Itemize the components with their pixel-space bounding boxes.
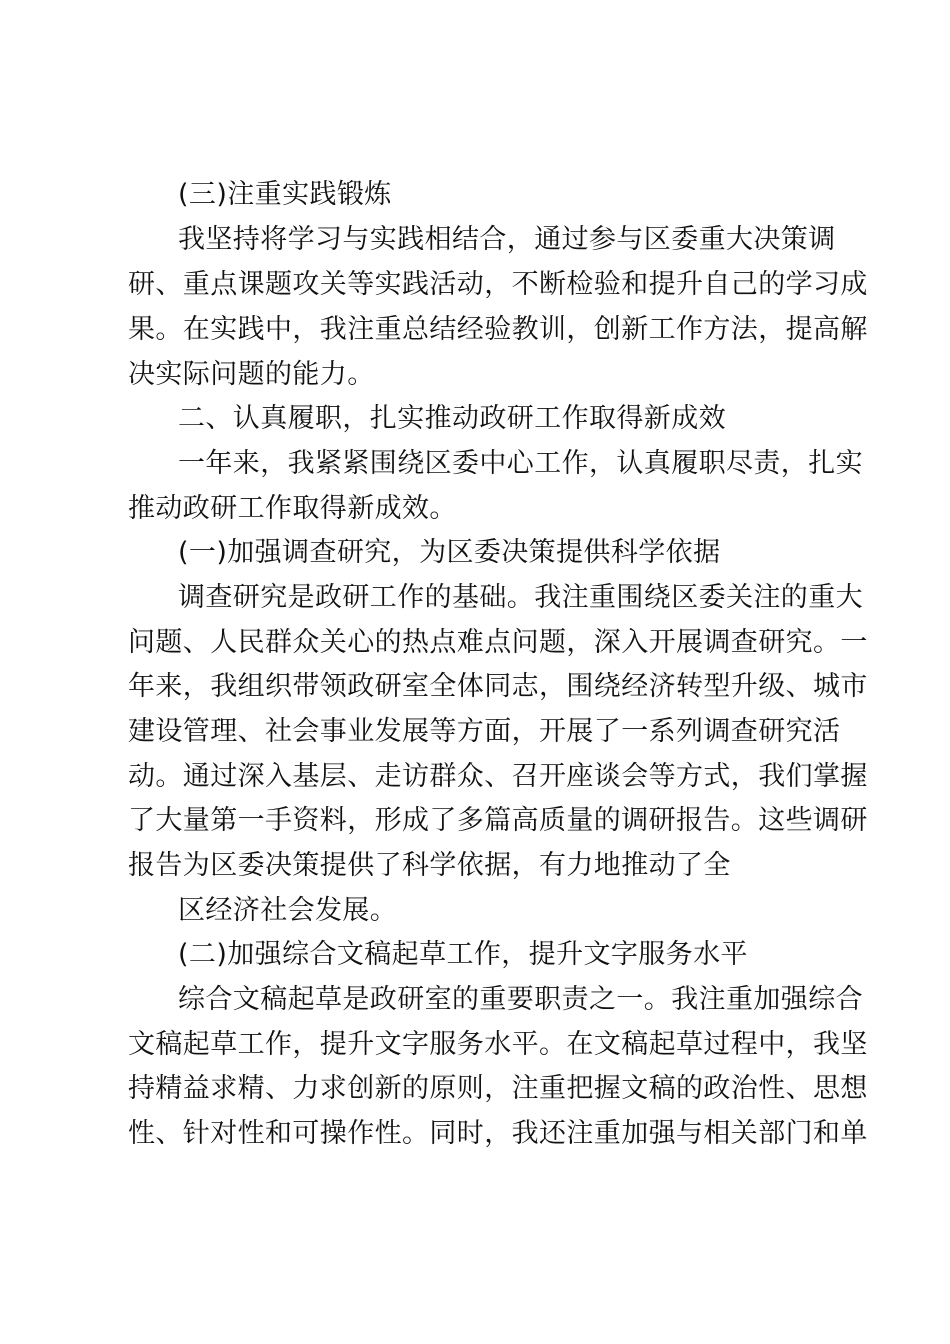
paragraph-line: 综合文稿起草是政研室的重要职责之一。我注重加强综合 (178, 984, 863, 1015)
section-heading: 二、认真履职，扎实推动政研工作取得新成效 (178, 403, 726, 434)
paragraph-line: 文稿起草工作，提升文字服务水平。在文稿起草过程中，我坚 (128, 1029, 868, 1060)
section-heading: (三)注重实践锻炼 (178, 179, 392, 210)
paragraph-line: 动。通过深入基层、走访群众、召开座谈会等方式，我们掌握 (128, 761, 868, 792)
paragraph-line: 推动政研工作取得新成效。 (128, 493, 457, 524)
paragraph-line: 报告为区委决策提供了科学依据，有力地推动了全 (128, 850, 731, 881)
paragraph-line: 了大量第一手资料，形成了多篇高质量的调研报告。这些调研 (128, 805, 868, 836)
paragraph-line: 研、重点课题攻关等实践活动，不断检验和提升自己的学习成 (128, 269, 868, 300)
paragraph-line: 调查研究是政研工作的基础。我注重围绕区委关注的重大 (178, 582, 863, 613)
paragraph-line: 年来，我组织带领政研室全体同志，围绕经济转型升级、城市 (128, 671, 868, 702)
paragraph-line: 问题、人民群众关心的热点难点问题，深入开展调查研究。一 (128, 627, 868, 658)
paragraph-line: 一年来，我紧紧围绕区委中心工作，认真履职尽责，扎实 (178, 448, 863, 479)
paragraph-line: 建设管理、社会事业发展等方面，开展了一系列调查研究活 (128, 716, 841, 747)
paragraph-line: 性、针对性和可操作性。同时，我还注重加强与相关部门和单 (128, 1118, 868, 1149)
section-heading: (二)加强综合文稿起草工作，提升文字服务水平 (178, 939, 748, 970)
paragraph-line: 决实际问题的能力。 (128, 359, 375, 390)
paragraph-line: 我坚持将学习与实践相结合，通过参与区委重大决策调 (178, 224, 836, 255)
paragraph-line: 区经济社会发展。 (178, 895, 398, 926)
paragraph-line: 持精益求精、力求创新的原则，注重把握文稿的政治性、思想 (128, 1073, 868, 1104)
section-heading: (一)加强调查研究，为区委决策提供科学依据 (178, 537, 721, 568)
paragraph-line: 果。在实践中，我注重总结经验教训，创新工作方法，提高解 (128, 314, 868, 345)
